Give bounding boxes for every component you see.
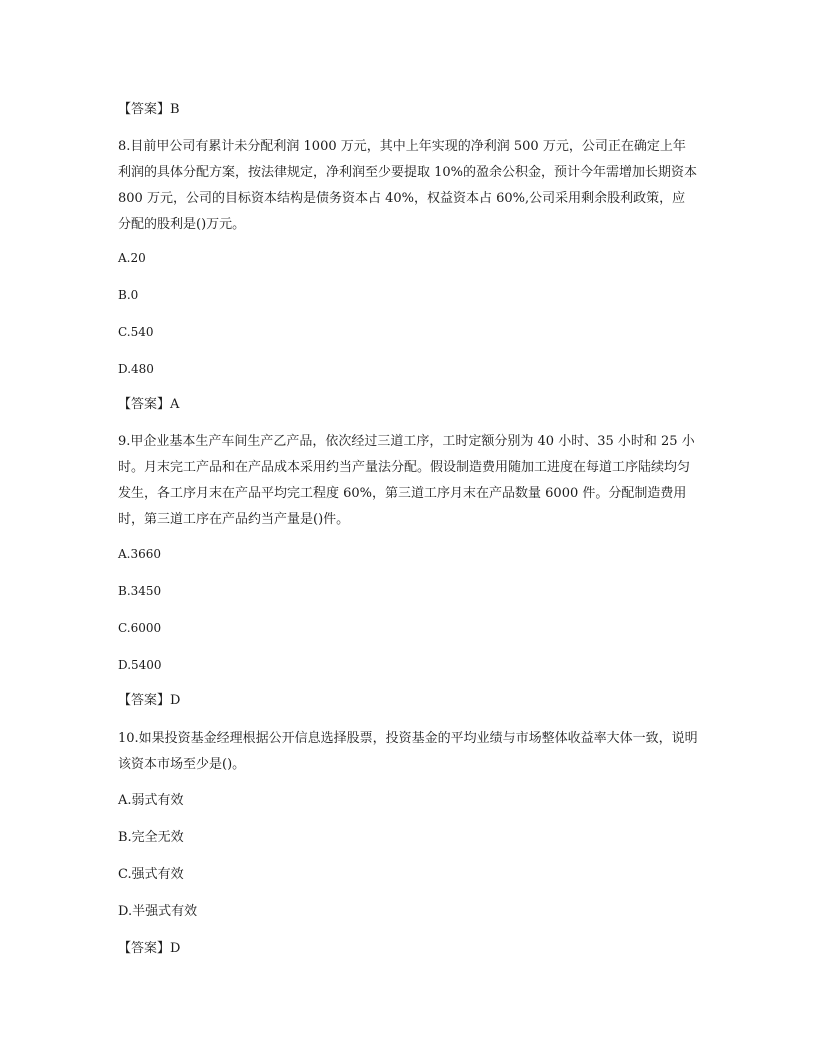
question-10-option-c: C.强式有效: [118, 867, 184, 882]
question-10-option-a: A.弱式有效: [118, 793, 184, 808]
question-8-option-c: C.540: [118, 325, 154, 339]
question-9-answer: 【答案】D: [118, 693, 181, 708]
answer-previous: 【答案】B: [118, 102, 180, 117]
question-9-option-a: A.3660: [118, 547, 162, 561]
question-10-answer: 【答案】D: [118, 941, 181, 956]
question-10-option-b: B.完全无效: [118, 830, 184, 845]
question-8-option-b: B.0: [118, 288, 139, 302]
question-8-answer: 【答案】A: [118, 397, 180, 412]
question-10-option-d: D.半强式有效: [118, 904, 198, 919]
question-10-stem: 10.如果投资基金经理根据公开信息选择股票，投资基金的平均业绩与市场整体收益率大体一致，说明该资本市场至少是()。: [118, 731, 698, 772]
question-9-stem: 9.甲企业基本生产车间生产乙产品，依次经过三道工序，工时定额分别为 40 小时、35 小时和 25 小时。月末完工产品和在产品成本采用约当产量法分配。假设制造费用随加工进度在每道工序陆续均匀发生，各工序月末在产品平均完工程度 60%，第三道工序月末在产品数量 6000 件。分配制造费用时，第三道工序在产品约当产量是()件。: [118, 434, 695, 527]
question-9-option-c: C.6000: [118, 621, 162, 635]
question-8-stem: 8.目前甲公司有累计未分配利润 1000 万元，其中上年实现的净利润 500 万元，公司正在确定上年利润的具体分配方案，按法律规定，净利润至少要提取 10%的盈余公积金，预计今年需增加长期资本 800 万元，公司的目标资本结构是债务资本占 40%，权益资本占 60%,公司采用剩余股利政策，应分配的股利是()万元。: [118, 139, 698, 232]
question-9-option-d: D.5400: [118, 658, 162, 672]
question-8-option-a: A.20: [118, 251, 146, 265]
question-9-option-b: B.3450: [118, 584, 162, 598]
question-8-option-d: D.480: [118, 362, 154, 376]
